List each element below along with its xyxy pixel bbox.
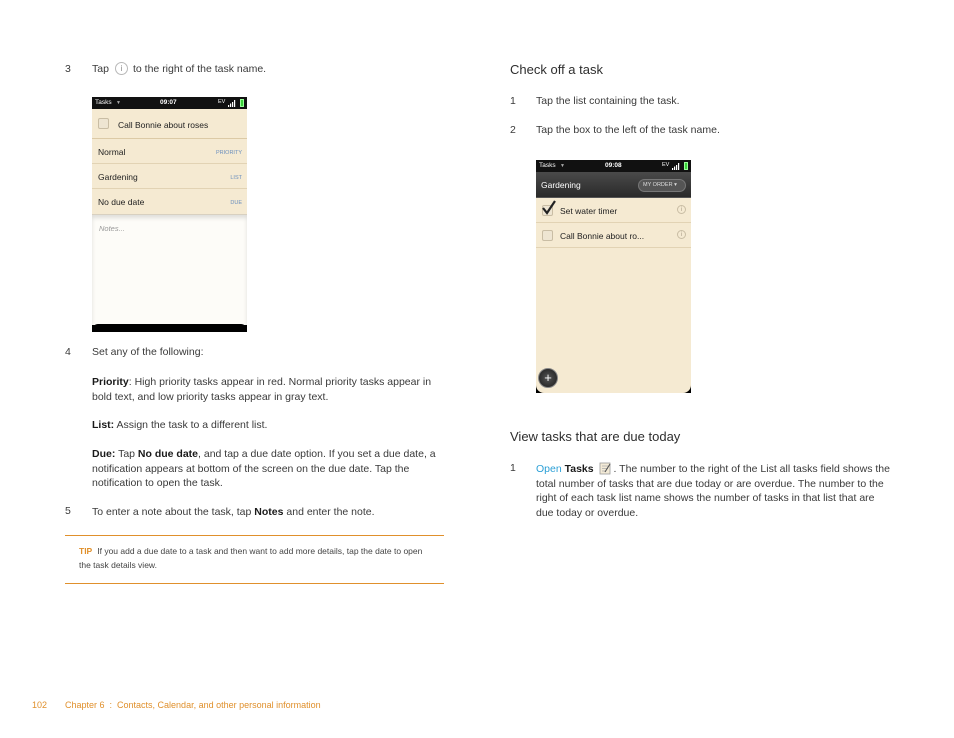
task-detail-panel	[92, 109, 247, 214]
task-list-screenshot	[536, 160, 691, 393]
task-name: Call Bonnie about ro...	[560, 231, 645, 241]
due-bold: No due date	[137, 448, 199, 460]
checkmark-icon	[541, 200, 557, 216]
chevron-down-icon: ▼	[116, 100, 121, 106]
step-text-post: to the right of the task name.	[133, 63, 267, 75]
priority-text: : High priority tasks appear in red. Normal priority tasks appear in bold text, and low priority tasks appear in gray text.	[92, 376, 432, 403]
task-list	[536, 198, 691, 393]
checkbox[interactable]	[98, 118, 109, 129]
notes-placeholder: Notes...	[99, 224, 125, 233]
due-text-1: Tap	[115, 448, 138, 460]
step5-text-2: and enter the note.	[283, 506, 375, 518]
tasks-app-icon	[599, 462, 612, 475]
battery-icon	[684, 162, 688, 170]
step-text	[92, 505, 447, 520]
signal-icon	[672, 163, 680, 170]
task-row[interactable]	[92, 109, 247, 139]
step-text: Tap the list containing the task.	[536, 95, 680, 107]
priority-label: PRIORITY	[216, 150, 242, 156]
notes-field[interactable]	[92, 214, 247, 325]
status-bar	[536, 160, 691, 172]
chevron-down-icon: ▼	[560, 163, 565, 169]
task-name: Call Bonnie about roses	[118, 120, 209, 130]
info-icon[interactable]: i	[677, 230, 686, 239]
signal-icon	[228, 100, 236, 107]
page-number: 102	[32, 700, 48, 710]
step-number: 4	[65, 346, 71, 358]
info-icon: i	[115, 62, 128, 75]
list-title: Gardening	[541, 180, 581, 190]
step-number: 1	[510, 95, 516, 107]
task-row[interactable]	[536, 198, 691, 223]
tip-box	[65, 535, 444, 584]
status-bar	[92, 97, 247, 109]
order-button[interactable]: MY ORDER ▾	[638, 179, 686, 192]
list-term: List:	[92, 419, 115, 431]
tip-content	[79, 545, 434, 572]
list-text: Assign the task to a different list.	[114, 419, 268, 431]
tip-label: TIP	[79, 546, 93, 556]
list-row[interactable]	[92, 164, 247, 189]
ev-indicator: EV	[218, 99, 226, 105]
step-text	[536, 462, 891, 520]
due-label: DUE	[230, 200, 242, 206]
step5-bold: Notes	[254, 506, 284, 518]
view-tasks-heading: View tasks that are due today	[510, 429, 681, 444]
priority-row[interactable]	[92, 139, 247, 164]
list-description	[92, 418, 447, 433]
checkbox[interactable]	[542, 230, 553, 241]
due-row[interactable]	[92, 189, 247, 214]
chapter-title: Chapter 6 : Contacts, Calendar, and other personal information	[65, 700, 321, 710]
tasks-app-name: Tasks	[564, 463, 594, 475]
ev-indicator: EV	[662, 162, 670, 168]
check-off-heading: Check off a task	[510, 62, 603, 77]
list-header	[536, 172, 691, 198]
step-text: Set any of the following:	[92, 346, 204, 358]
task-row[interactable]	[536, 223, 691, 248]
due-term: Due:	[92, 448, 116, 460]
list-value: Gardening	[98, 172, 138, 182]
step-number: 5	[65, 505, 71, 517]
step-number: 2	[510, 124, 516, 136]
task-name: Set water timer	[560, 206, 618, 216]
due-text-2: , and tap a due date option. If you set a due date, a notification appears at bottom of the screen on the due date. Tap the notification to open the task.	[92, 448, 436, 489]
priority-description	[92, 375, 447, 404]
due-description	[92, 447, 437, 491]
step5-text-1: To enter a note about the task, tap	[92, 506, 255, 518]
add-task-button[interactable]: +	[538, 368, 558, 388]
step-body: . The number to the right of the List all tasks field shows the total number of tasks that are due today or are overdue. The number to the right of each task list name shows the number of tasks in that list that are due today or overdue.	[536, 463, 890, 519]
priority-value: Normal	[98, 147, 126, 157]
task-details-screenshot	[92, 97, 247, 332]
step-text: Tap the box to the left of the task name.	[536, 124, 720, 136]
status-time: 09:08	[605, 162, 622, 169]
screen-bottom-edge	[92, 324, 247, 332]
step-text-pre: Tap	[92, 63, 109, 75]
order-label: MY ORDER	[643, 182, 673, 188]
battery-icon	[240, 99, 244, 107]
step-number: 3	[65, 63, 71, 75]
app-menu: Tasks	[95, 99, 112, 106]
step-number: 1	[510, 462, 516, 474]
info-icon[interactable]: i	[677, 205, 686, 214]
priority-term: Priority	[92, 376, 129, 388]
status-time: 09:07	[160, 99, 177, 106]
list-label: LIST	[230, 175, 242, 181]
tip-text: If you add a due date to a task and then want to add more details, tap the date to open the task details view.	[79, 546, 423, 570]
open-link[interactable]: Open	[536, 463, 562, 475]
app-menu: Tasks	[539, 162, 556, 169]
due-value: No due date	[98, 197, 145, 207]
